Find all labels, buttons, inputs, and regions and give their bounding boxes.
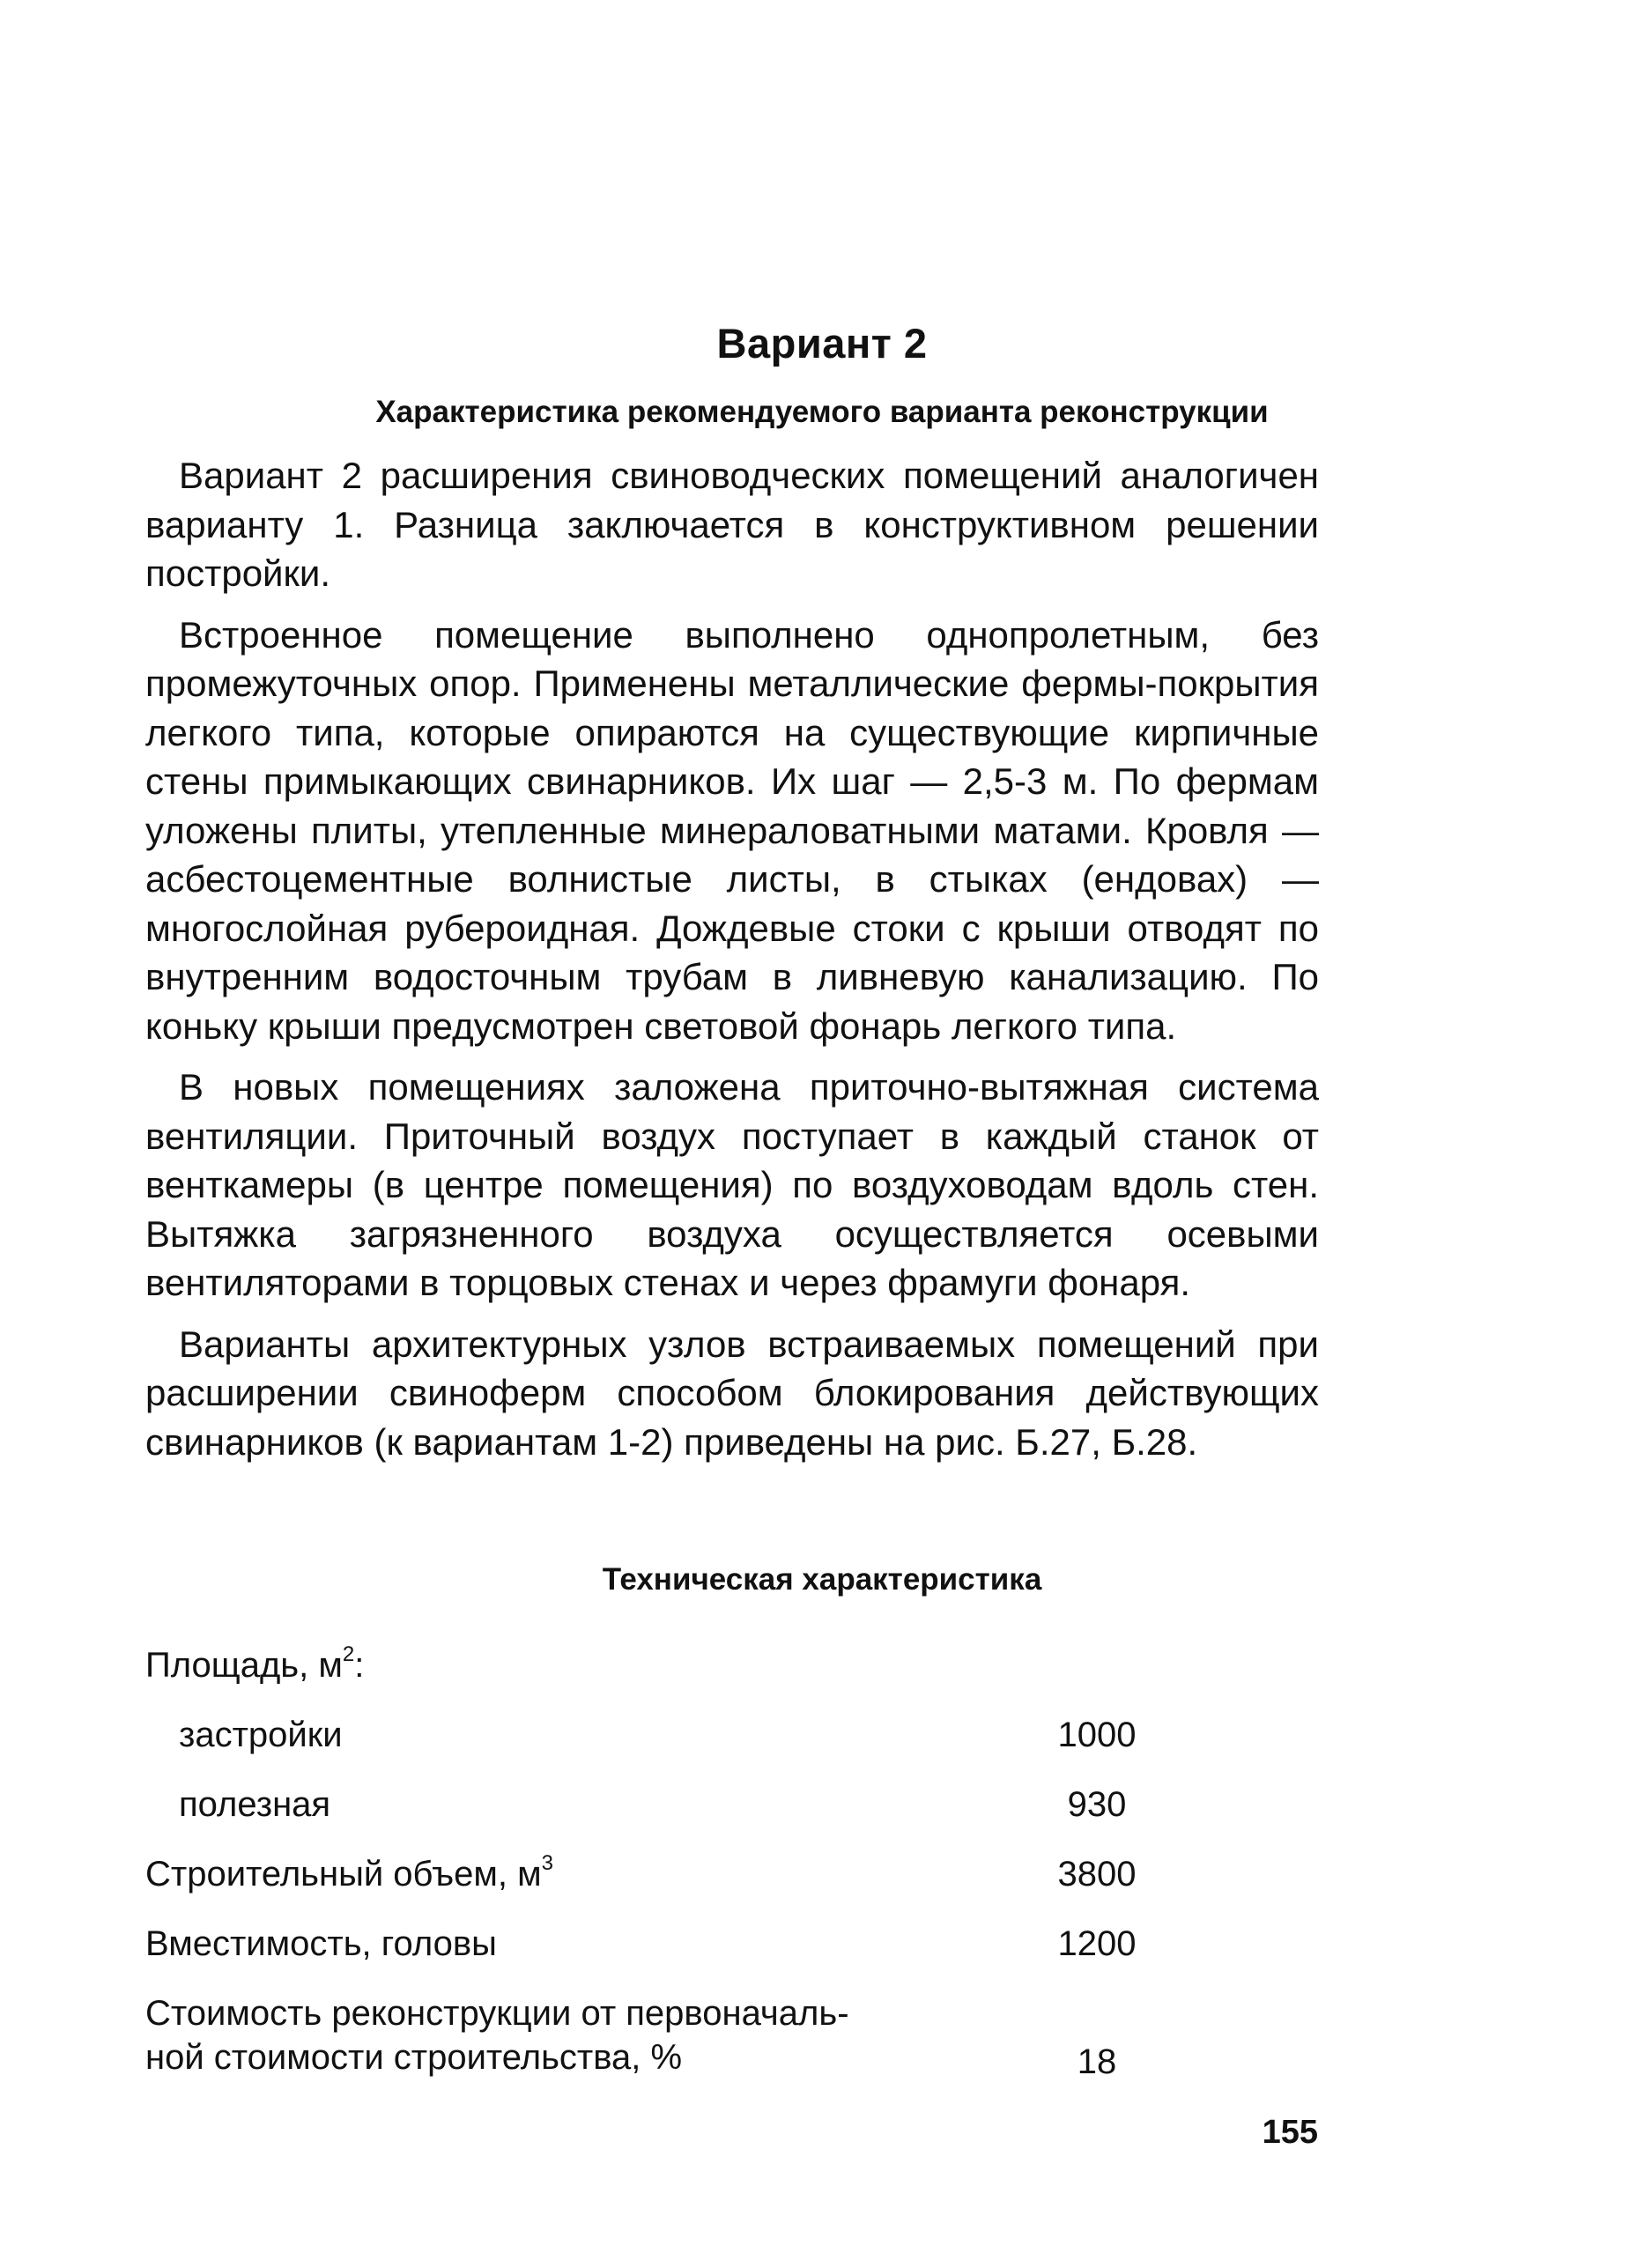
spec-row-useful [145,1783,1203,1852]
spec-value-capacity: 1200 [1057,1924,1137,1963]
spec-row-area [145,1643,1203,1713]
spec-value-cost: 18 [1077,2042,1117,2081]
spec-title: Техническая характеристика [602,1562,1042,1597]
page-number: 155 [1262,2114,1318,2151]
spec-value-volume: 3800 [1057,1855,1137,1894]
spec-value-built: 1000 [1057,1716,1137,1754]
spec-label-area-sup: 2 [342,1642,355,1666]
spec-label-built: застройки [179,1716,343,1754]
spec-label-area [145,1643,364,1687]
spec-label-cost-line2: ной стоимости строительства, % [145,2038,683,2077]
spec-label-capacity: Вместимость, головы [145,1924,497,1963]
spec-label-area-text: Площадь, м [145,1646,343,1685]
paragraph-3: В новых помещениях заложена приточно-вытяжная система вентиляции. Приточный воздух поступает в каждый станок от венткамеры (в центре помещения) по воздуховодам вдоль стен. Вытяжка загрязненного воздуха осуществляется осевыми вентиляторами в торцовых стенах и через фрамуги фонаря. [145,1066,1319,1303]
spec-label-area-suffix: : [354,1646,365,1685]
paragraph-1: Вариант 2 расширения свиноводческих помещений аналогичен варианту 1. Разница заключается в конструктивном решении постройки. [145,455,1319,594]
spec-row-cost [145,1991,1203,2097]
spec-label-cost [145,1991,849,2079]
spec-row-built [145,1713,1203,1783]
spec-row-capacity [145,1922,1203,1991]
body-text [145,451,1319,1479]
spec-table [145,1643,1203,2097]
spec-label-volume-sup: 3 [541,1851,553,1875]
section-subheading: Характеристика рекомендуемого варианта реконструкции [375,395,1269,429]
paragraph-4: Варианты архитектурных узлов встраиваемых помещений при расширении свиноферм способом блокирования действующих свинарников (к вариантам 1-2) приведены на рис. Б.27, Б.28. [145,1323,1319,1463]
paragraph-2: Встроенное помещение выполнено однопролетным, без промежуточных опор. Применены металлические фермы-покрытия легкого типа, которые опираются на существующие кирпичные стены примыкающих свинарников. Их шаг — 2,5-3 м. По фермам уложены плиты, утепленные минераловатными матами. Кровля — асбестоцементные волнистые листы, в стыках (ендовах) — многослойная рубероидная. Дождевые стоки с крыши отводят по внутренним водосточным трубам в ливневую канализацию. По коньку крыши предусмотрен световой фонарь легкого типа. [145,613,1319,1047]
spec-row-volume [145,1852,1203,1922]
spec-label-cost-line1: Стоимость реконструкции от первоначаль- [145,1994,849,2033]
section-heading: Вариант 2 [716,320,928,367]
spec-value-useful: 930 [1067,1785,1127,1824]
spec-label-volume-text: Строительный объем, м [145,1855,542,1894]
spec-label-useful: полезная [179,1785,331,1824]
spec-label-volume [145,1852,553,1896]
